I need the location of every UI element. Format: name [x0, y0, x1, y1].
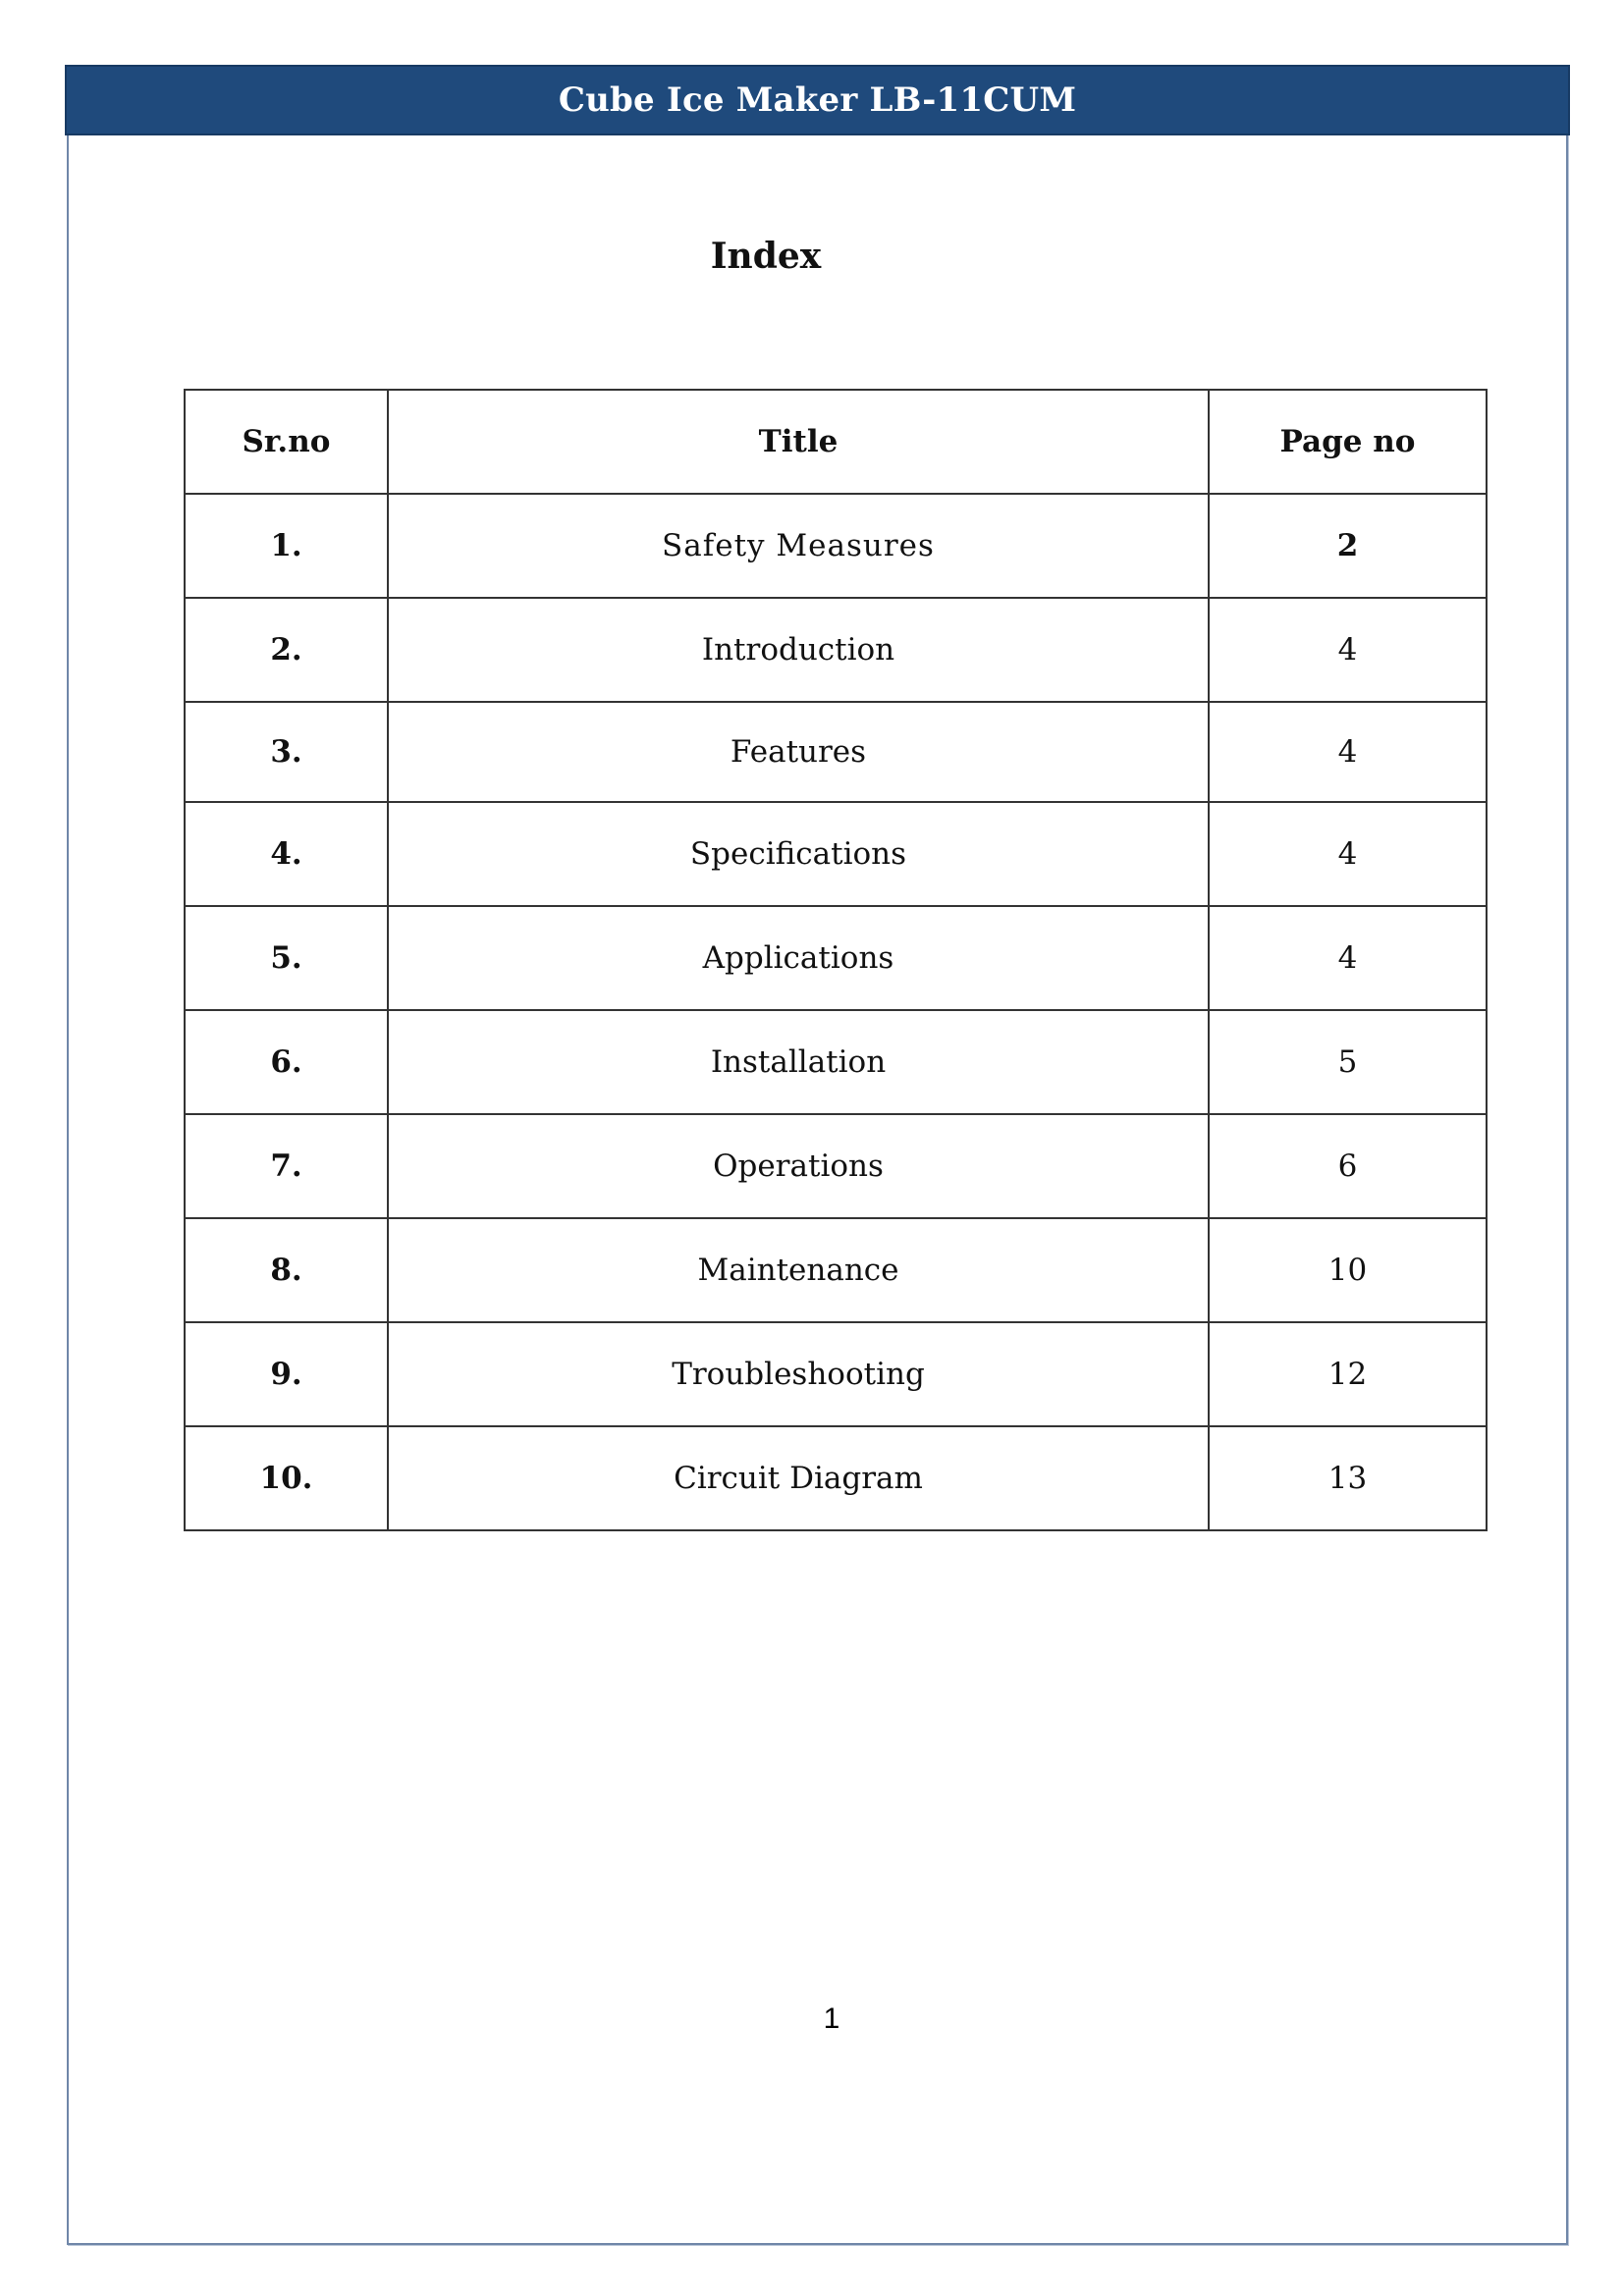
table-row — [185, 1010, 1487, 1114]
column-header-page-no: Page no — [1209, 390, 1487, 494]
table-row — [185, 802, 1487, 906]
row-title: Introduction — [388, 598, 1209, 702]
row-srno: 4. — [185, 802, 388, 906]
row-page-no: 6 — [1209, 1114, 1487, 1218]
row-srno: 2. — [185, 598, 388, 702]
row-page-no: 4 — [1209, 802, 1487, 906]
row-title: Troubleshooting — [388, 1322, 1209, 1426]
table-row — [185, 1426, 1487, 1530]
row-page-no: 4 — [1209, 906, 1487, 1010]
row-srno: 1. — [185, 494, 388, 598]
page-number: 1 — [823, 2002, 840, 2035]
row-page-no: 4 — [1209, 598, 1487, 702]
row-title: Operations — [388, 1114, 1209, 1218]
row-srno: 3. — [185, 702, 388, 802]
table-row — [185, 598, 1487, 702]
column-header-srno: Sr.no — [185, 390, 388, 494]
row-page-no: 10 — [1209, 1218, 1487, 1322]
row-title: Installation — [388, 1010, 1209, 1114]
table-row — [185, 1322, 1487, 1426]
row-srno: 7. — [185, 1114, 388, 1218]
header-bar — [65, 65, 1570, 135]
row-title: Maintenance — [388, 1218, 1209, 1322]
index-heading: Index — [710, 236, 822, 277]
table-row — [185, 1114, 1487, 1218]
row-page-no: 13 — [1209, 1426, 1487, 1530]
row-title: Circuit Diagram — [388, 1426, 1209, 1530]
index-table — [184, 389, 1488, 1531]
row-srno: 10. — [185, 1426, 388, 1530]
row-srno: 9. — [185, 1322, 388, 1426]
row-page-no: 2 — [1209, 494, 1487, 598]
row-title: Safety Measures — [388, 494, 1209, 598]
table-row — [185, 702, 1487, 802]
row-title: Applications — [388, 906, 1209, 1010]
table-header-row — [185, 390, 1487, 494]
row-title: Specifications — [388, 802, 1209, 906]
document-title: Cube Ice Maker LB-11CUM — [558, 80, 1077, 120]
row-title: Features — [388, 702, 1209, 802]
row-page-no: 4 — [1209, 702, 1487, 802]
table-row — [185, 906, 1487, 1010]
table-row — [185, 1218, 1487, 1322]
row-srno: 5. — [185, 906, 388, 1010]
row-page-no: 12 — [1209, 1322, 1487, 1426]
row-srno: 6. — [185, 1010, 388, 1114]
row-srno: 8. — [185, 1218, 388, 1322]
table-row — [185, 494, 1487, 598]
row-page-no: 5 — [1209, 1010, 1487, 1114]
column-header-title: Title — [388, 390, 1209, 494]
